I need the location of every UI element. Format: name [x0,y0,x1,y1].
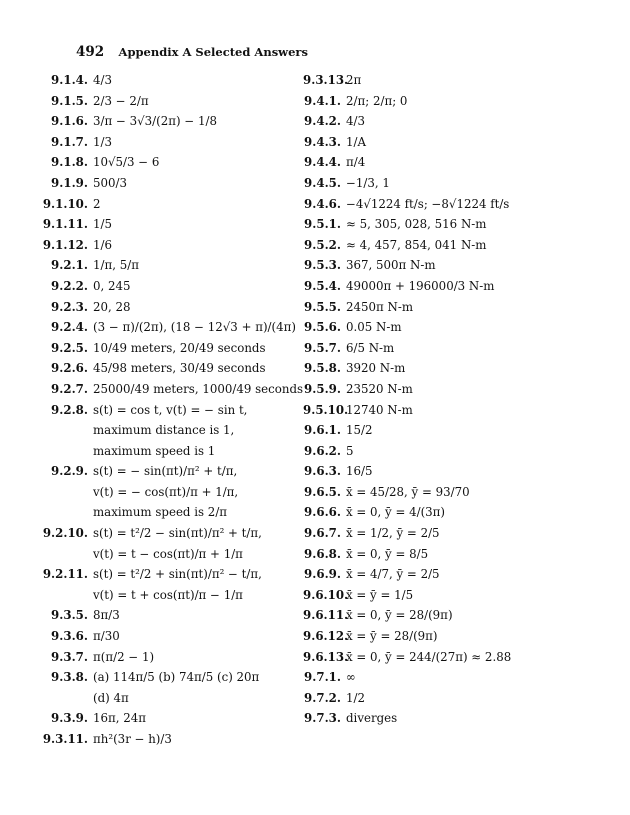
exercise-number: 9.5.6. [304,320,341,335]
answer-text [93,235,112,256]
answer-line: 1/3 [93,134,112,149]
exercise-number: 9.6.13. [303,649,349,664]
answer-line: 49000π + 196000/3 N-m [346,278,495,293]
exercise-number: 9.4.5. [304,175,341,190]
answer-entry [303,523,603,544]
answer-text [346,585,413,606]
answer-entry [28,667,303,708]
exercise-number: 9.5.3. [304,258,341,273]
page-number: 492 [76,44,105,60]
answer-entry [28,235,303,256]
answer-line: 2 [93,196,101,211]
answer-line: s(t) = − sin(πt)/π² + t/π, [93,464,238,479]
exercise-number: 9.6.9. [304,567,341,582]
exercise-number: 9.6.6. [304,505,341,520]
answer-line: ≈ 4, 457, 854, 041 N-m [346,237,487,252]
answer-text [93,461,238,523]
answer-line: 4/3 [93,73,112,87]
answer-line: π(π/2 − 1) [93,649,155,664]
answer-text [346,544,428,565]
answer-line: 20, 28 [93,299,131,314]
answer-line: 25000/49 meters, 1000/49 seconds [93,381,304,396]
exercise-number: 9.5.7. [304,340,341,355]
answer-line: x̄ = 0, ȳ = 244/(27π) ≈ 2.88 [346,649,512,664]
answer-text [346,91,407,112]
answer-entry [303,708,603,729]
exercise-number: 9.5.8. [304,361,341,376]
answer-text [346,214,486,235]
answer-entry [303,502,603,523]
exercise-number: 9.3.8. [51,670,88,685]
exercise-number: 9.4.4. [304,155,341,170]
exercise-number: 9.5.2. [304,237,341,252]
answer-line: 2/π; 2/π; 0 [346,93,408,108]
answer-line: maximum distance is 1, [93,423,235,438]
answer-entry [303,461,603,482]
answer-line: 15/2 [346,423,373,438]
exercise-number: 9.5.5. [304,299,341,314]
exercise-number: 9.2.9. [51,464,88,479]
answer-text [93,194,101,215]
exercise-number: 9.4.1. [304,93,341,108]
answer-entry [303,235,603,256]
answer-line: s(t) = t²/2 + sin(πt)/π² − t/π, [93,567,262,582]
answer-text [93,379,303,400]
answer-text [93,564,262,605]
exercise-number: 9.1.5. [51,93,88,108]
answer-line: 12740 N-m [346,402,413,417]
answer-entry [303,255,603,276]
exercise-number: 9.1.12. [42,237,88,252]
answer-entry [28,461,303,523]
exercise-number: 9.6.11. [303,608,349,623]
answer-text [346,482,470,503]
answer-entry [303,317,603,338]
answer-entry [303,91,603,112]
answer-entry [303,482,603,503]
answer-entry [303,420,603,441]
answer-text [346,647,511,668]
answer-line: 3/π − 3√3/(2π) − 1/8 [93,114,217,129]
answer-entry [303,544,603,565]
answer-entry [28,152,303,173]
answer-entry [28,379,303,400]
exercise-number: 9.6.12. [303,629,349,644]
answer-line: (3 − π)/(2π), (18 − 12√3 + π)/(4π) [93,320,296,335]
answer-line: 3920 N-m [346,361,406,376]
answer-text [346,173,390,194]
exercise-number: 9.5.4. [304,278,341,293]
answer-entry [303,564,603,585]
answer-text [346,338,394,359]
answer-entry [28,400,303,462]
answer-line: πh²(3r − h)/3 [93,732,172,746]
exercise-number: 9.2.11. [42,567,88,582]
exercise-number: 9.2.8. [51,402,88,417]
answer-entry [303,626,603,647]
exercise-number: 9.1.8. [51,155,88,170]
answer-line: 2π [346,73,362,87]
answer-text [93,523,262,564]
answer-entry [303,688,603,709]
answer-line: 1/A [346,134,366,149]
answer-text [346,688,365,709]
answer-entry [303,152,603,173]
answer-line: π/4 [346,155,366,170]
answer-entry [28,173,303,194]
answer-text [93,255,139,276]
exercise-number: 9.5.10. [303,402,349,417]
exercise-number: 9.3.5. [51,608,88,623]
answer-text [346,70,361,91]
answer-entry [28,111,303,132]
answer-entry [303,70,603,91]
answer-text [346,502,445,523]
exercise-number: 9.2.3. [51,299,88,314]
page-header [76,44,308,60]
answer-text [346,605,453,626]
answer-entry [303,276,603,297]
exercise-number: 9.6.8. [304,546,341,561]
exercise-number: 9.1.10. [42,196,88,211]
answer-text [93,70,112,91]
answer-line: x̄ = 4/7, ȳ = 2/5 [346,567,440,582]
answer-line: 16/5 [346,464,373,479]
answer-text [346,111,365,132]
answer-text [346,297,413,318]
answer-text [346,255,436,276]
exercise-number: 9.6.5. [304,484,341,499]
exercise-number: 9.3.9. [51,711,88,726]
answer-text [346,523,440,544]
answer-entry [28,358,303,379]
exercise-number: 9.1.4. [51,73,88,87]
exercise-number: 9.3.11. [42,732,88,746]
answer-text [93,173,127,194]
exercise-number: 9.7.1. [304,670,341,685]
answer-text [93,338,266,359]
answer-entry [28,317,303,338]
answer-text [93,626,120,647]
answer-line: −1/3, 1 [346,175,390,190]
answer-line: 6/5 N-m [346,340,395,355]
answer-line: 500/3 [93,175,127,190]
answer-entry [28,523,303,564]
answer-line: v(t) = t − cos(πt)/π + 1/π [93,546,243,561]
exercise-number: 9.2.1. [51,258,88,273]
exercise-number: 9.1.11. [42,217,88,232]
answer-line: 10√5/3 − 6 [93,155,160,170]
exercise-number: 9.4.6. [304,196,341,211]
answer-line: ∞ [346,670,356,685]
answer-line: v(t) = − cos(πt)/π + 1/π, [93,484,239,499]
answer-line: s(t) = cos t, v(t) = − sin t, [93,402,248,417]
answer-line: x̄ = ȳ = 28/(9π) [346,629,438,644]
exercise-number: 9.6.1. [304,423,341,438]
exercise-number: 9.1.9. [51,175,88,190]
answer-text [93,400,247,462]
answer-text [93,111,217,132]
answer-entry [28,214,303,235]
answer-text [93,276,131,297]
answer-text [93,132,112,153]
answer-entry [28,626,303,647]
answer-text [346,194,509,215]
answer-line: 4/3 [346,114,365,129]
answer-line: 367, 500π N-m [346,258,436,273]
exercise-number: 9.5.9. [304,381,341,396]
answer-text [346,441,354,462]
answer-text [346,708,397,729]
exercise-number: 9.5.1. [304,217,341,232]
exercise-number: 9.3.13. [303,73,349,87]
answer-entry [28,647,303,668]
answer-entry [303,441,603,462]
answer-line: (a) 114π/5 (b) 74π/5 (c) 20π [93,670,260,685]
answer-entry [28,605,303,626]
answer-text [346,667,356,688]
answer-entry [303,667,603,688]
answer-line: 0.05 N-m [346,320,402,335]
answer-entry [303,605,603,626]
answer-line: s(t) = t²/2 − sin(πt)/π² + t/π, [93,526,262,541]
answer-text [346,276,494,297]
running-title: Appendix A Selected Answers [118,45,308,59]
answer-text [346,626,438,647]
answer-line: maximum speed is 2/π [93,505,228,520]
exercise-number: 9.7.2. [304,690,341,705]
answer-text [346,379,413,400]
answer-entry [28,255,303,276]
answers-left-column [28,70,303,750]
answer-line: −4√1224 ft/s; −8√1224 ft/s [346,196,510,211]
answer-line: 1/π, 5/π [93,258,139,273]
answer-line: 1/2 [346,690,365,705]
answer-entry [28,708,303,729]
answer-line: x̄ = 0, ȳ = 4/(3π) [346,505,446,520]
answer-line: 1/5 [93,217,112,232]
answer-entry [28,132,303,153]
exercise-number: 9.3.7. [51,649,88,664]
exercise-number: 9.2.6. [51,361,88,376]
answer-entry [28,276,303,297]
answer-text [93,708,146,729]
answer-text [93,605,120,626]
answer-entry [303,111,603,132]
answer-text [346,358,405,379]
answer-entry [28,194,303,215]
answer-text [93,667,259,708]
answer-entry [303,585,603,606]
answer-line: 2450π N-m [346,299,414,314]
answer-line: 10/49 meters, 20/49 seconds [93,340,266,355]
answer-entry [28,338,303,359]
answer-line: x̄ = 45/28, ȳ = 93/70 [346,484,470,499]
answer-line: x̄ = 0, ȳ = 8/5 [346,546,429,561]
answer-entry [28,729,303,750]
answer-entry [303,647,603,668]
exercise-number: 9.2.4. [51,320,88,335]
answer-line: maximum speed is 1 [93,443,216,458]
answer-line: 23520 N-m [346,381,413,396]
answer-line: (d) 4π [93,690,129,705]
answer-entry [303,338,603,359]
answer-line: ≈ 5, 305, 028, 516 N-m [346,217,487,232]
answer-line: diverges [346,711,398,726]
exercise-number: 9.2.5. [51,340,88,355]
answer-entry [28,297,303,318]
answer-text [346,564,440,585]
answer-text [93,297,131,318]
answer-text [93,214,112,235]
answer-line: 5 [346,443,354,458]
answer-line: π/30 [93,629,120,644]
answer-line: 1/6 [93,237,112,252]
answer-entry [303,297,603,318]
exercise-number: 9.2.7. [51,381,88,396]
answers-right-column [303,70,603,729]
exercise-number: 9.2.2. [51,278,88,293]
answer-line: 16π, 24π [93,711,147,726]
answer-line: 8π/3 [93,608,120,623]
exercise-number: 9.6.10. [303,587,349,602]
answer-text [93,91,149,112]
answer-entry [303,132,603,153]
answer-line: x̄ = ȳ = 1/5 [346,587,414,602]
answer-text [346,235,486,256]
exercise-number: 9.6.2. [304,443,341,458]
answer-text [346,420,373,441]
exercise-number: 9.7.3. [304,711,341,726]
answer-text [93,647,154,668]
answer-text [93,152,159,173]
answer-line: x̄ = 0, ȳ = 28/(9π) [346,608,453,623]
answer-entry [303,379,603,400]
exercise-number: 9.1.6. [51,114,88,129]
answer-text [346,317,402,338]
answer-line: x̄ = 1/2, ȳ = 2/5 [346,526,440,541]
answer-line: 0, 245 [93,278,131,293]
exercise-number: 9.6.3. [304,464,341,479]
answer-text [93,317,296,338]
answer-line: 45/98 meters, 30/49 seconds [93,361,266,376]
answer-entry [28,91,303,112]
answer-text [346,152,365,173]
answer-entry [303,358,603,379]
exercise-number: 9.3.6. [51,629,88,644]
exercise-number: 9.4.2. [304,114,341,129]
answer-text [346,461,373,482]
answer-text [346,132,366,153]
answer-text [93,729,172,750]
answer-entry [303,194,603,215]
answer-text [346,400,413,421]
exercise-number: 9.4.3. [304,134,341,149]
answer-line: v(t) = t + cos(πt)/π − 1/π [93,587,243,602]
exercise-number: 9.1.7. [51,134,88,149]
answer-line: 2/3 − 2/π [93,93,149,108]
answer-entry [303,173,603,194]
exercise-number: 9.6.7. [304,526,341,541]
answer-entry [303,214,603,235]
answer-entry [303,400,603,421]
answer-entry [28,564,303,605]
exercise-number: 9.2.10. [42,526,88,541]
answer-text [93,358,266,379]
answer-entry [28,70,303,91]
